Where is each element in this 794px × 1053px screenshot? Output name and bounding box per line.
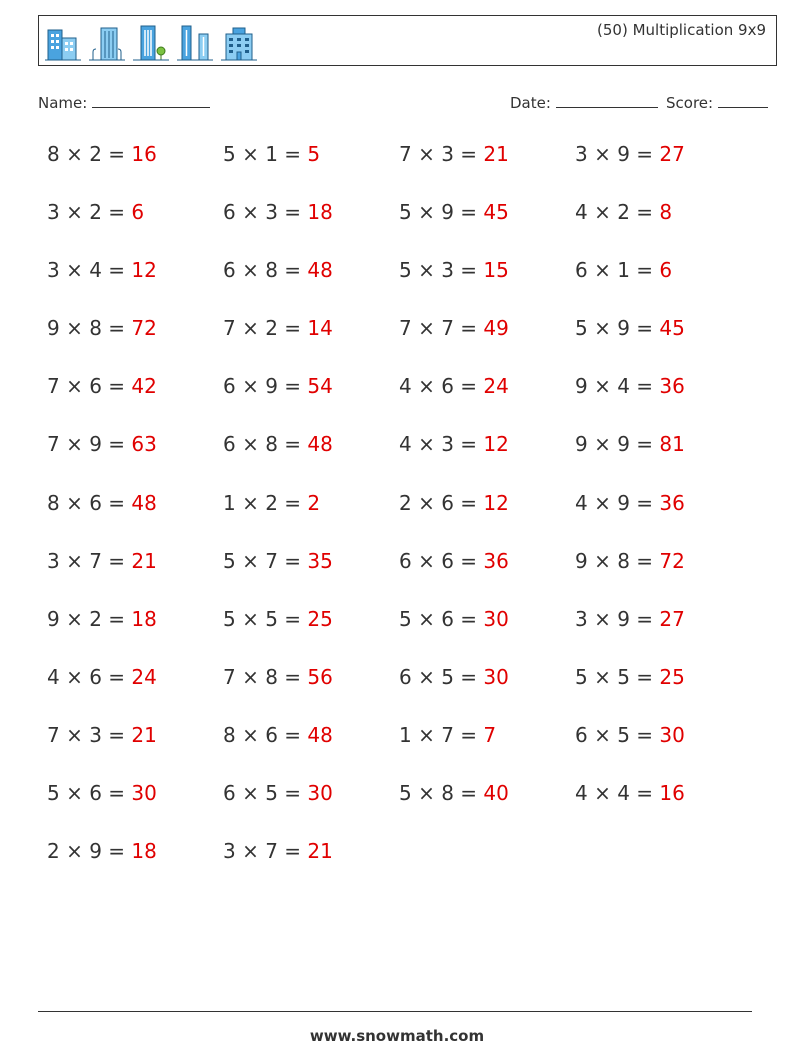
problem-cell — [47, 258, 223, 282]
problem-answer: 15 — [483, 258, 509, 283]
problem-cell — [47, 839, 223, 863]
problem-question: 5 × 5 = — [575, 664, 660, 689]
problem-answer: 56 — [307, 664, 333, 689]
problem-cell — [223, 607, 399, 631]
problem-answer: 30 — [483, 606, 509, 631]
problem-answer: 24 — [131, 664, 157, 689]
problem-cell — [47, 142, 223, 166]
problem-cell — [47, 200, 223, 224]
problem-answer: 2 — [307, 490, 321, 515]
problem-answer: 6 — [659, 258, 673, 283]
problem-answer: 72 — [659, 548, 685, 573]
tower-building-icon — [89, 22, 125, 62]
problem-cell — [223, 491, 399, 515]
problem-answer: 6 — [131, 200, 145, 225]
problem-question: 9 × 4 = — [575, 374, 660, 399]
problem-question: 2 × 9 = — [47, 839, 132, 864]
problem-question: 7 × 9 = — [47, 432, 132, 457]
problem-cell — [223, 549, 399, 573]
problem-answer: 27 — [659, 606, 685, 631]
problem-answer: 63 — [131, 432, 157, 457]
problem-cell — [47, 432, 223, 456]
problem-cell — [223, 374, 399, 398]
problem-row — [47, 258, 767, 316]
problem-cell — [575, 491, 751, 515]
problem-answer: 12 — [483, 432, 509, 457]
problem-row — [47, 200, 767, 258]
problem-cell — [575, 607, 751, 631]
problem-answer: 36 — [483, 548, 509, 573]
problem-row — [47, 607, 767, 665]
date-blank[interactable] — [556, 93, 658, 108]
problem-question: 2 × 6 = — [399, 490, 484, 515]
header-box — [38, 15, 777, 66]
problem-cell — [575, 258, 751, 282]
problem-cell — [575, 665, 751, 689]
problem-cell — [223, 142, 399, 166]
problem-row — [47, 839, 767, 897]
problem-cell — [223, 781, 399, 805]
problem-cell — [575, 316, 751, 340]
problem-question: 6 × 5 = — [223, 781, 308, 806]
problem-answer: 18 — [131, 606, 157, 631]
problem-answer: 48 — [307, 722, 333, 747]
problem-answer: 21 — [131, 722, 157, 747]
problem-cell — [575, 549, 751, 573]
problem-cell — [575, 781, 751, 805]
problem-cell — [223, 258, 399, 282]
problem-question: 5 × 7 = — [223, 548, 308, 573]
problems-grid — [47, 142, 767, 897]
problem-question: 5 × 9 = — [399, 200, 484, 225]
problem-cell — [399, 200, 575, 224]
problem-answer: 14 — [307, 316, 333, 341]
problem-answer: 8 — [659, 200, 673, 225]
problem-question: 8 × 6 = — [223, 722, 308, 747]
problem-cell — [399, 142, 575, 166]
page-title: (50) Multiplication 9x9 — [597, 21, 766, 39]
problem-question: 8 × 2 = — [47, 142, 132, 166]
problem-cell — [399, 549, 575, 573]
problem-row — [47, 665, 767, 723]
problem-cell — [399, 258, 575, 282]
name-label: Name: — [38, 94, 88, 112]
problem-question: 7 × 8 = — [223, 664, 308, 689]
problem-question: 5 × 8 = — [399, 781, 484, 806]
problem-row — [47, 723, 767, 781]
problem-answer: 45 — [659, 316, 685, 341]
problem-cell — [399, 781, 575, 805]
problem-row — [47, 432, 767, 490]
problem-cell — [47, 723, 223, 747]
problem-question: 7 × 3 = — [47, 722, 132, 747]
problem-question: 7 × 2 = — [223, 316, 308, 341]
problem-question: 9 × 8 = — [575, 548, 660, 573]
problem-answer: 25 — [659, 664, 685, 689]
problem-question: 1 × 7 = — [399, 722, 484, 747]
problem-question: 9 × 2 = — [47, 606, 132, 631]
problem-question: 6 × 8 = — [223, 432, 308, 457]
date-label: Date: — [510, 94, 551, 112]
problem-cell — [47, 781, 223, 805]
score-blank[interactable] — [718, 93, 768, 108]
problem-question: 6 × 6 = — [399, 548, 484, 573]
problem-cell — [399, 491, 575, 515]
problem-cell — [575, 374, 751, 398]
problem-question: 3 × 9 = — [575, 606, 660, 631]
twin-tower-icon — [177, 22, 213, 62]
problem-question: 7 × 3 = — [399, 142, 484, 166]
problem-question: 4 × 3 = — [399, 432, 484, 457]
problem-answer: 21 — [131, 548, 157, 573]
problem-cell — [47, 665, 223, 689]
problem-answer: 5 — [307, 142, 321, 166]
problem-question: 6 × 3 = — [223, 200, 308, 225]
problem-cell — [575, 200, 751, 224]
problem-answer: 35 — [307, 548, 333, 573]
problem-cell — [47, 316, 223, 340]
problem-cell — [47, 374, 223, 398]
problem-row — [47, 316, 767, 374]
problem-answer: 36 — [659, 374, 685, 399]
problem-question: 4 × 9 = — [575, 490, 660, 515]
problem-answer: 7 — [483, 722, 497, 747]
problem-question: 6 × 5 = — [399, 664, 484, 689]
problem-answer: 18 — [307, 200, 333, 225]
problem-cell — [223, 316, 399, 340]
problem-question: 5 × 9 = — [575, 316, 660, 341]
problem-answer: 45 — [483, 200, 509, 225]
problem-answer: 30 — [307, 781, 333, 806]
problem-answer: 21 — [483, 142, 509, 166]
footer-divider — [38, 1011, 752, 1012]
problem-question: 3 × 9 = — [575, 142, 660, 166]
problem-cell — [47, 607, 223, 631]
problem-answer: 16 — [131, 142, 157, 166]
problem-cell — [47, 549, 223, 573]
problem-answer: 27 — [659, 142, 685, 166]
problem-question: 9 × 8 = — [47, 316, 132, 341]
problem-question: 3 × 7 = — [223, 839, 308, 864]
problem-question: 4 × 6 = — [47, 664, 132, 689]
apartment-building-icon — [221, 22, 257, 62]
problem-question: 7 × 7 = — [399, 316, 484, 341]
problem-answer: 30 — [659, 722, 685, 747]
problem-cell — [575, 723, 751, 747]
problem-cell — [399, 432, 575, 456]
problem-answer: 12 — [131, 258, 157, 283]
problem-row — [47, 491, 767, 549]
problem-question: 6 × 1 = — [575, 258, 660, 283]
problem-question: 5 × 5 = — [223, 606, 308, 631]
problem-question: 3 × 7 = — [47, 548, 132, 573]
problem-answer: 72 — [131, 316, 157, 341]
problem-answer: 49 — [483, 316, 509, 341]
problem-question: 3 × 4 = — [47, 258, 132, 283]
score-label: Score: — [666, 94, 714, 112]
problem-question: 5 × 3 = — [399, 258, 484, 283]
problem-answer: 24 — [483, 374, 509, 399]
problem-answer: 18 — [131, 839, 157, 864]
problem-question: 9 × 9 = — [575, 432, 660, 457]
problem-answer: 30 — [483, 664, 509, 689]
problem-answer: 81 — [659, 432, 685, 457]
problem-answer: 48 — [307, 258, 333, 283]
footer-url: www.snowmath.com — [309, 1027, 485, 1045]
problem-answer: 16 — [659, 781, 685, 806]
problem-question: 5 × 1 = — [223, 142, 308, 166]
problem-cell — [223, 723, 399, 747]
date-field — [510, 93, 658, 112]
problem-answer: 48 — [307, 432, 333, 457]
problem-question: 5 × 6 = — [47, 781, 132, 806]
problem-question: 8 × 6 = — [47, 490, 132, 515]
problem-cell — [223, 839, 399, 863]
building-icons — [45, 22, 257, 62]
problem-answer: 54 — [307, 374, 333, 399]
problem-question: 4 × 6 = — [399, 374, 484, 399]
problem-cell — [223, 432, 399, 456]
problem-answer: 25 — [307, 606, 333, 631]
problem-answer: 40 — [483, 781, 509, 806]
problem-row — [47, 142, 767, 200]
problem-answer: 42 — [131, 374, 157, 399]
name-blank[interactable] — [92, 93, 210, 108]
problem-cell — [575, 432, 751, 456]
problem-question: 6 × 9 = — [223, 374, 308, 399]
problem-question: 5 × 6 = — [399, 606, 484, 631]
problem-answer: 12 — [483, 490, 509, 515]
problem-answer: 21 — [307, 839, 333, 864]
office-building-icon — [45, 22, 81, 62]
problem-question: 6 × 8 = — [223, 258, 308, 283]
problem-row — [47, 549, 767, 607]
problem-question: 4 × 2 = — [575, 200, 660, 225]
problem-cell — [399, 316, 575, 340]
problem-question: 3 × 2 = — [47, 200, 132, 225]
problem-answer: 48 — [131, 490, 157, 515]
problem-row — [47, 781, 767, 839]
problem-cell — [399, 374, 575, 398]
problem-cell — [399, 665, 575, 689]
problem-question: 4 × 4 = — [575, 781, 660, 806]
problem-row — [47, 374, 767, 432]
problem-cell — [223, 200, 399, 224]
problem-cell — [399, 723, 575, 747]
problem-cell — [47, 491, 223, 515]
problem-question: 7 × 6 = — [47, 374, 132, 399]
tree-building-icon — [133, 22, 169, 62]
score-field — [666, 93, 768, 112]
problem-cell — [575, 142, 751, 166]
problem-cell — [223, 665, 399, 689]
problem-answer: 36 — [659, 490, 685, 515]
problem-answer: 30 — [131, 781, 157, 806]
problem-question: 1 × 2 = — [223, 490, 308, 515]
problem-question: 6 × 5 = — [575, 722, 660, 747]
problem-cell — [399, 607, 575, 631]
name-field — [38, 93, 210, 112]
